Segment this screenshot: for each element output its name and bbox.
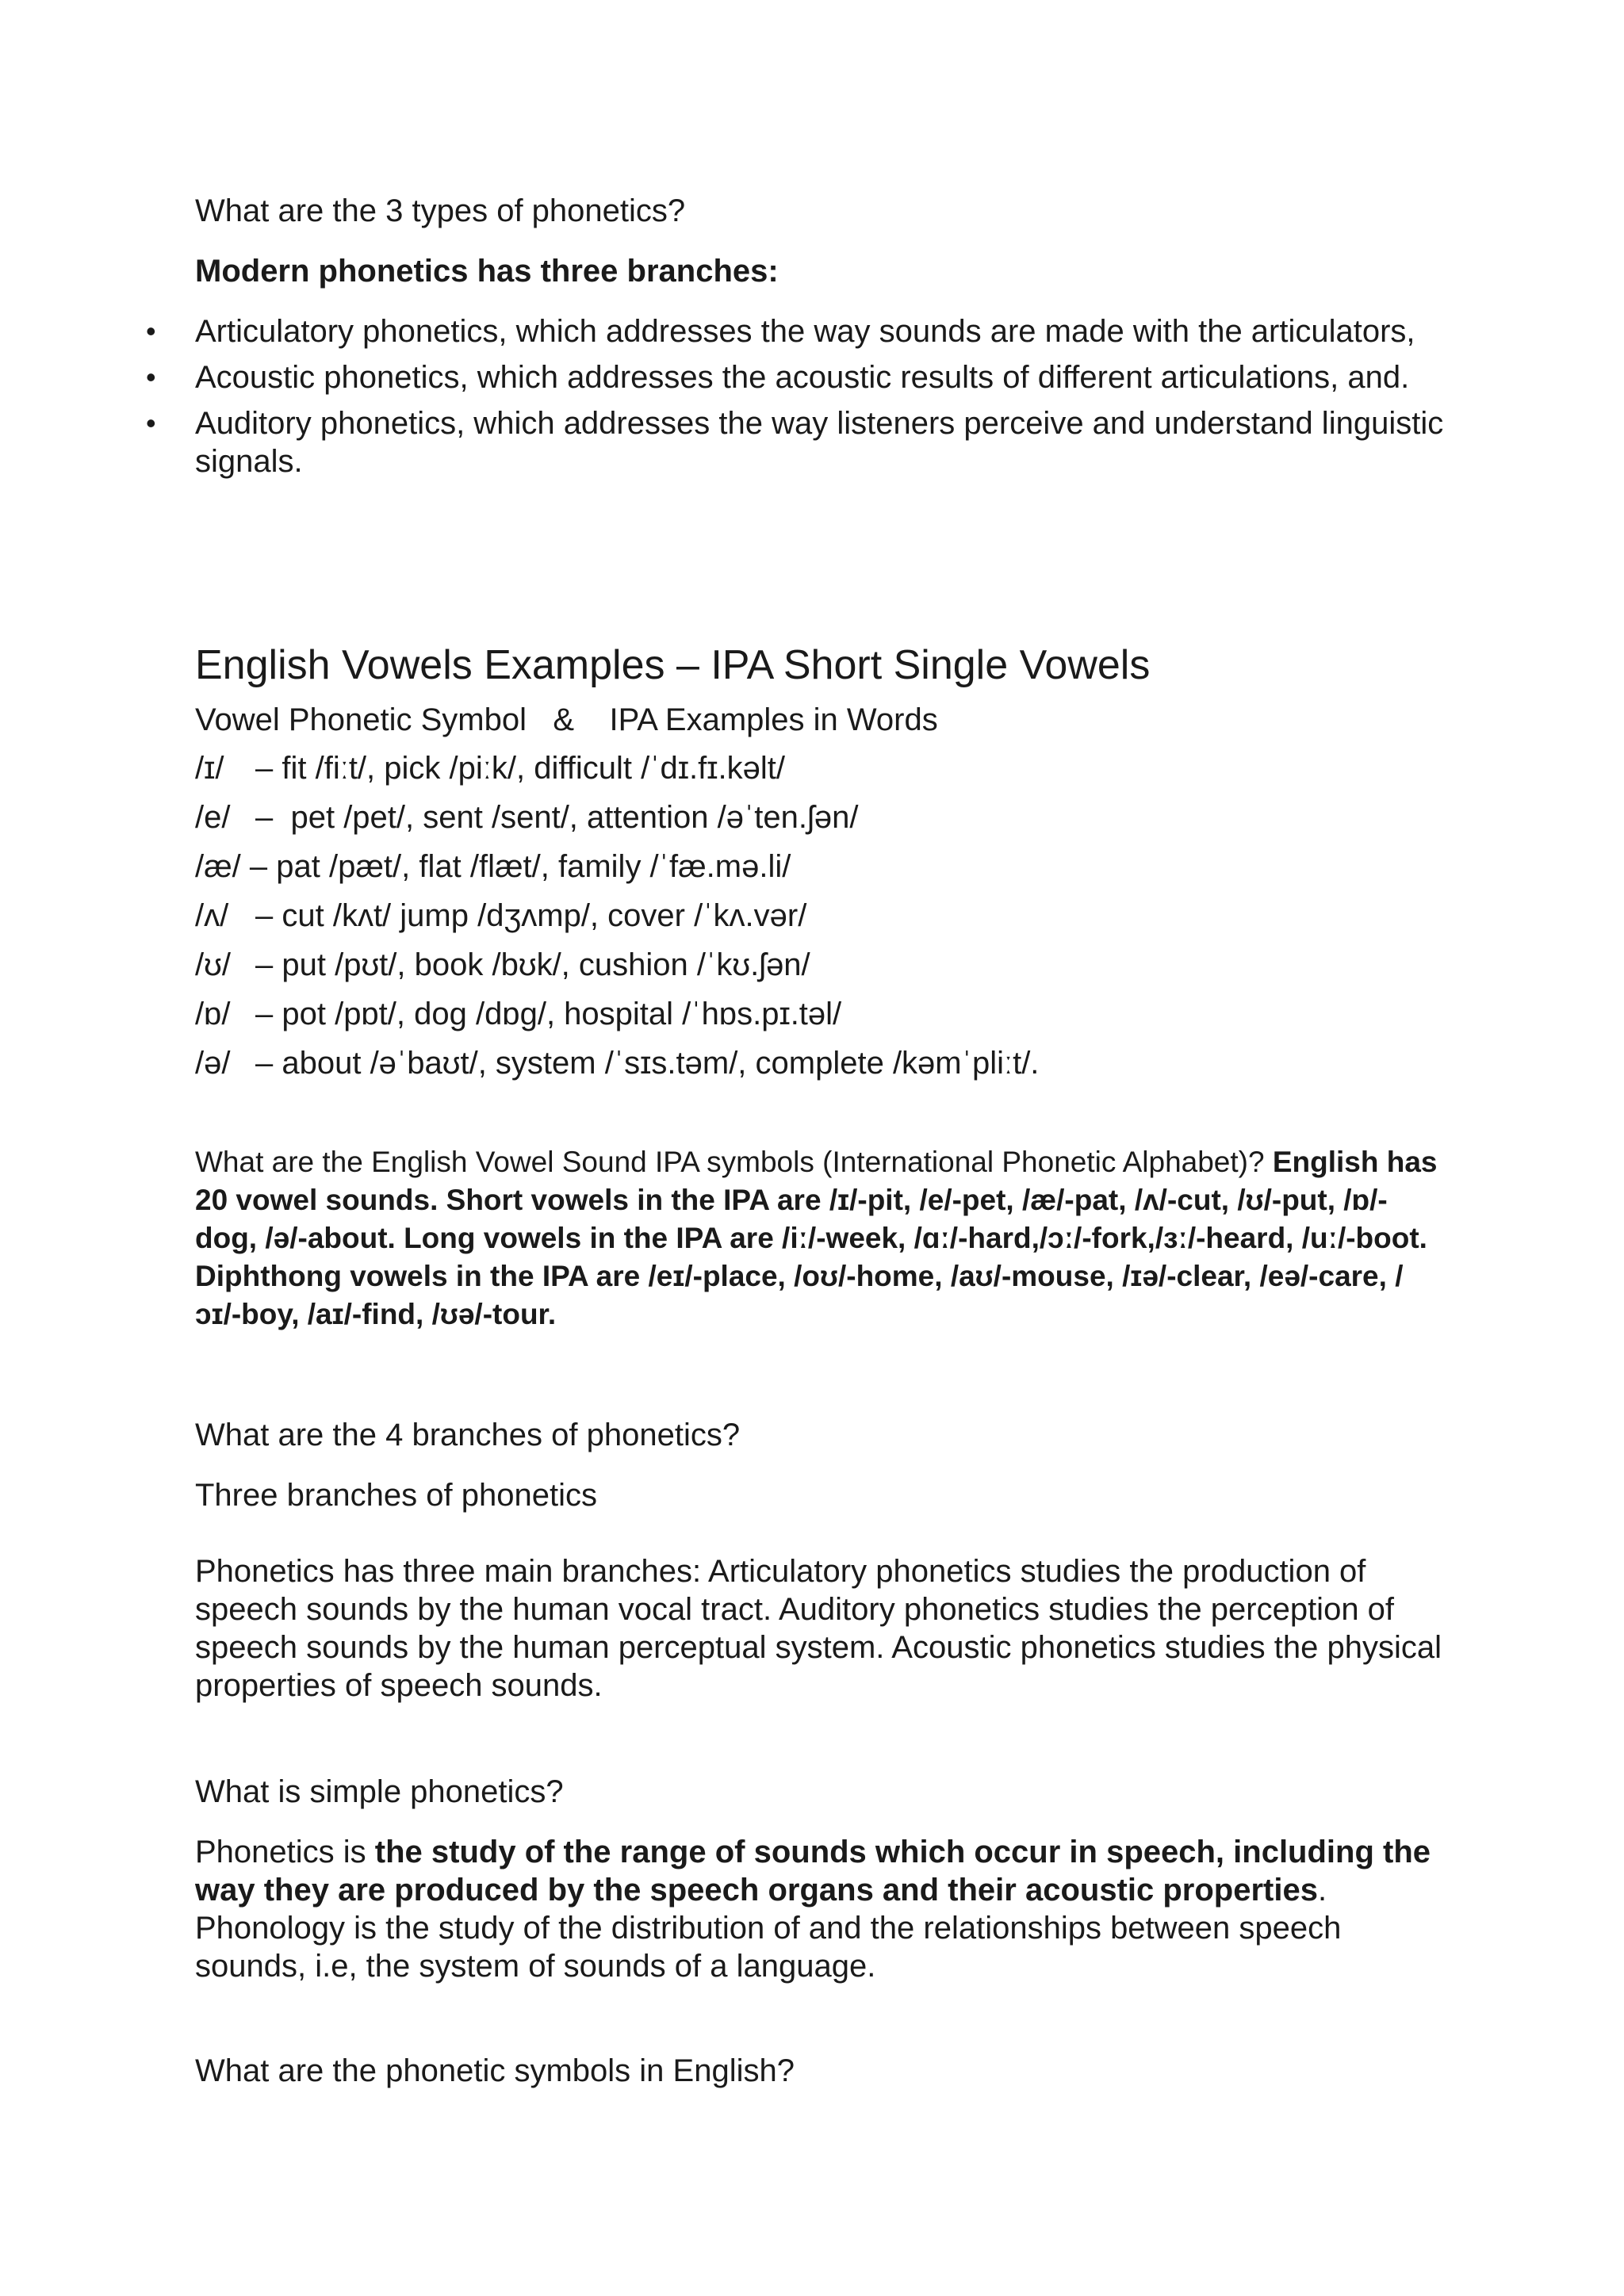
vowel-symbol: /æ/ (195, 849, 241, 884)
ipa-answer: English has 20 vowel sounds. Short vowels in the IPA are /ɪ/-pit, /e/-pet, /æ/-pat, /ʌ/-cut, /ʊ/-put, /ɒ/-dog, /ə/-about. Long vowels in the IPA are /iː/-week, /ɑː/-hard,/ɔː/-fork,/ɜː/-heard, /uː/-boot. Diphthong vowels in the IPA are /eɪ/-place, /oʊ/-home, /aʊ/-mouse, /ɪə/-clear, /eə/-care, /ɔɪ/-boy, /aɪ/-find, /ʊə/-tour. (195, 1146, 1438, 1330)
vowel-symbol: /ɒ/ (195, 997, 231, 1031)
vowel-examples: – put /pʊt/, book /bʊk/, cushion /ˈkʊ.ʃən/ (255, 947, 810, 982)
vowel-row (195, 744, 1448, 793)
vowel-examples: – cut /kʌt/ jump /dʒʌmp/, cover /ˈkʌ.vər/ (255, 898, 807, 933)
vowel-symbol: /ʊ/ (195, 947, 231, 982)
vowel-examples-list (195, 744, 1448, 1088)
list-item: • Auditory phonetics, which addresses the way listeners perceive and understand linguistic signals. (195, 404, 1448, 480)
branches-list (195, 312, 1448, 488)
question-phonetic-symbols: What are the phonetic symbols in English? (195, 2053, 795, 2088)
vowel-row (195, 989, 1448, 1039)
question-simple-phonetics: What is simple phonetics? (195, 1774, 564, 1809)
three-branches-subheading: Three branches of phonetics (195, 1478, 597, 1513)
vowel-row (195, 1039, 1448, 1088)
vowel-examples: – pet /pet/, sent /sent/, attention /əˈten.ʃən/ (255, 800, 859, 835)
definition-lead: Phonetics is (195, 1835, 375, 1869)
vowel-row (195, 940, 1448, 989)
vowel-row (195, 842, 1448, 891)
list-item: • Acoustic phonetics, which addresses the acoustic results of different articulations, and. (195, 358, 1448, 396)
list-item: • Articulatory phonetics, which addresses the way sounds are made with the articulators, (195, 312, 1448, 350)
vowel-symbol: /ɪ/ (195, 751, 224, 786)
vowel-symbol: /e/ (195, 800, 231, 835)
simple-phonetics-paragraph (195, 1833, 1448, 1985)
vowels-table-header: Vowel Phonetic Symbol & IPA Examples in Words (195, 702, 938, 737)
vowel-symbol: /ə/ (195, 1046, 231, 1081)
definition-bold: the study of the range of sounds which occur in speech, including the way they are produced by the speech organs and their acoustic properties (195, 1835, 1431, 1908)
question-three-types: What are the 3 types of phonetics? (195, 193, 686, 228)
ipa-symbols-paragraph (195, 1143, 1448, 1334)
vowel-row (195, 793, 1448, 842)
question-four-branches: What are the 4 branches of phonetics? (195, 1418, 741, 1452)
modern-phonetics-heading: Modern phonetics has three branches: (195, 254, 779, 289)
vowel-examples: – pot /pɒt/, dog /dɒg/, hospital /ˈhɒs.pɪ.təl/ (255, 997, 842, 1031)
branches-paragraph: Phonetics has three main branches: Articulatory phonetics studies the production of speech sounds by the human vocal tract. Auditory phonetics studies the perception of speech sounds by the human perceptual system. Acoustic phonetics studies the physical properties of speech sounds. (195, 1554, 1442, 1703)
vowel-examples: – pat /pæt/, flat /flæt/, family /ˈfæ.mə.li/ (249, 849, 791, 884)
vowels-section-title: English Vowels Examples – IPA Short Single Vowels (195, 642, 1151, 688)
definition-rest: . Phonology is the study of the distribution of and the relationships between speech sounds, i.e, the system of sounds of a language. (195, 1873, 1342, 1984)
vowel-row (195, 891, 1448, 940)
vowel-examples: – about /əˈbaʊt/, system /ˈsɪs.təm/, complete /kəmˈpliːt/. (255, 1046, 1040, 1081)
vowel-examples: – fit /fiːt/, pick /piːk/, difficult /ˈdɪ.fɪ.kəlt/ (255, 751, 785, 786)
vowel-symbol: /ʌ/ (195, 898, 229, 933)
ipa-question: What are the English Vowel Sound IPA symbols (International Phonetic Alphabet)? (195, 1146, 1265, 1178)
